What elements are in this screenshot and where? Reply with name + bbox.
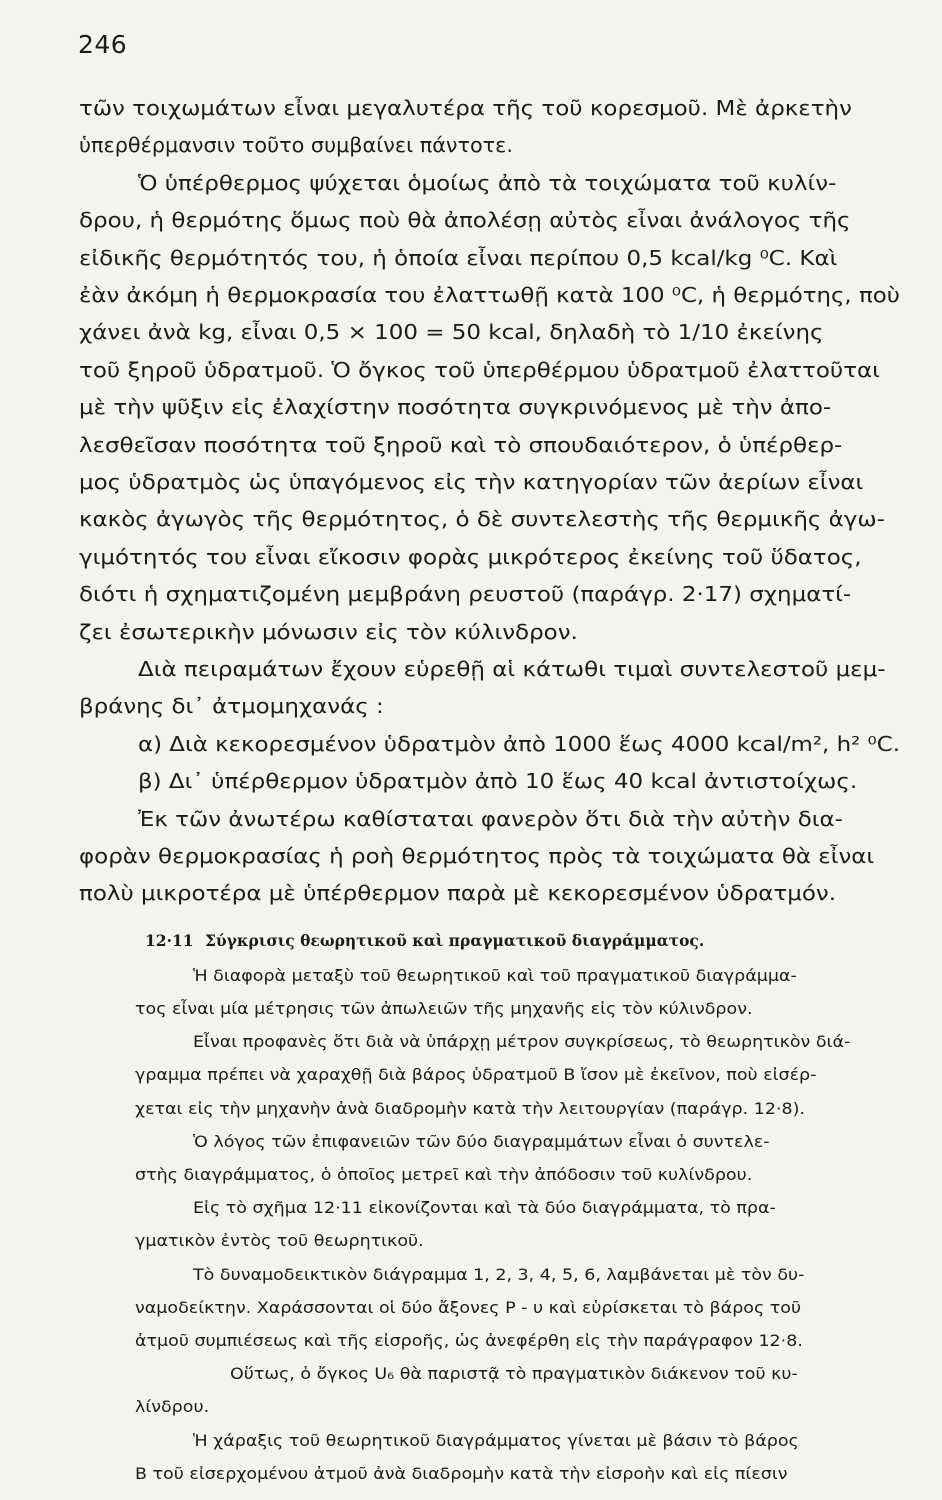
text-line: μος ὑδρατμὸς ὡς ὑπαγόμενος εἰς τὴν κατηγορίαν τῶν ἀερίων εἶναι	[79, 470, 864, 494]
text-line: τῶν τοιχωμάτων εἶναι μεγαλυτέρα τῆς τοῦ κορεσμοῦ. Μὲ ἀρκετὴν	[79, 96, 852, 120]
text-line: Οὕτως, ὁ ὄγκος U₆ θὰ παριστᾷ τὸ πραγματικὸν διάκενον τοῦ κυ-	[230, 1365, 798, 1384]
text-line: στὴς διαγράμματος, ὁ ὁποῖος μετρεῖ καὶ τὴν ἀπόδοσιν τοῦ κυλίνδρου.	[135, 1166, 753, 1184]
text-line: ναμοδείκτην. Χαράσσονται οἱ δύο ἄξονες P - υ καὶ εὑρίσκεται τὸ βάρος τοῦ	[135, 1298, 802, 1317]
text-line: ἐὰν ἀκόμη ἡ θερμοκρασία του ἐλαττωθῇ κατὰ 100 ⁰C, ἡ θερμότης, ποὺ	[79, 283, 900, 307]
text-line: τοῦ ξηροῦ ὑδρατμοῦ. Ὁ ὄγκος τοῦ ὑπερθέρμου ὑδρατμοῦ ἐλαττοῦται	[79, 357, 880, 382]
text-line: γραμμα πρέπει νὰ χαραχθῇ διὰ βάρος ὑδρατμοῦ Β ἴσον μὲ ἐκεῖνον, ποὺ εἰσέρ-	[135, 1066, 817, 1085]
text-line: ζει ἐσωτερικὴν μόνωσιν εἰς τὸν κύλινδρον.	[79, 619, 578, 644]
text-line: ἀτμοῦ συμπιέσεως καὶ τῆς εἰσροῆς, ὡς ἀνεφέρθη εἰς τὴν παράγραφον 12·8.	[135, 1332, 803, 1350]
text-line: χάνει ἀνὰ kg, εἶναι 0,5 × 100 = 50 kcal, δηλαδὴ τὸ 1/10 ἐκείνης	[79, 320, 824, 345]
text-line: α) Διὰ κεκορεσμένον ὑδρατμὸν ἀπὸ 1000 ἕως 4000 kcal/m², h² ⁰C.	[138, 731, 900, 756]
text-line: Εἰς τὸ σχῆμα 12·11 εἰκονίζονται καὶ τὰ δύο διαγράμματα, τὸ πρα-	[193, 1199, 776, 1218]
text-line: διότι ἡ σχηματιζομένη μεμβράνη ρευστοῦ (παράγρ. 2·17) σχηματί-	[79, 582, 852, 607]
text-line: Τὸ δυναμοδεικτικὸν διάγραμμα 1, 2, 3, 4, 5, 6, λαμβάνεται μὲ τὸν δυ-	[193, 1265, 805, 1284]
text-line: τος εἶναι μία μέτρησις τῶν ἀπωλειῶν τῆς μηχανῆς εἰς τὸν κύλινδρον.	[135, 1000, 753, 1018]
text-line: Εἶναι προφανὲς ὅτι διὰ νὰ ὑπάρχῃ μέτρον συγκρίσεως, τὸ θεωρητικὸν διά-	[193, 1033, 851, 1052]
section-title: Σύγκρισις θεωρητικοῦ καὶ πραγματικοῦ διαγράμματος.	[204, 930, 705, 950]
text-line: εἰδικῆς θερμότητός του, ἡ ὁποία εἶναι περίπου 0,5 kcal/kg ⁰C. Καὶ	[79, 245, 838, 270]
text-line: Β τοῦ εἰσερχομένου ἀτμοῦ ἀνὰ διαδρομὴν κατὰ τὴν εἰσροὴν καὶ εἰς πίεσιν	[135, 1464, 788, 1483]
text-line: πολὺ μικροτέρα μὲ ὑπέρθερμον παρὰ μὲ κεκορεσμένον ὑδρατμόν.	[79, 881, 837, 906]
text-line: β) Δι᾽ ὑπέρθερμον ὑδρατμὸν ἀπὸ 10 ἕως 40 kcal ἀντιστοίχως.	[138, 769, 858, 794]
text-line: Ἡ διαφορὰ μεταξὺ τοῦ θεωρητικοῦ καὶ τοῦ πραγματικοῦ διαγράμμα-	[193, 966, 797, 985]
page-number: 246	[78, 30, 128, 59]
text-line: λεσθεῖσαν ποσότητα τοῦ ξηροῦ καὶ τὸ σπουδαιότερον, ὁ ὑπέρθερ-	[79, 432, 843, 457]
text-line: Ὁ λόγος τῶν ἐπιφανειῶν τῶν δύο διαγραμμάτων εἶναι ὁ συντελε-	[193, 1132, 770, 1151]
text-line: δρου, ἡ θερμότης ὅμως ποὺ θὰ ἀπολέσῃ αὐτὸς εἶναι ἀνάλογος τῆς	[79, 208, 851, 233]
text-line: Ὁ ὑπέρθερμος ψύχεται ὁμοίως ἀπὸ τὰ τοιχώματα τοῦ κυλίν-	[138, 170, 837, 195]
text-line: φορὰν θερμοκρασίας ἡ ροὴ θερμότητος πρὸς τὰ τοιχώματα θὰ εἶναι	[79, 844, 875, 868]
text-line: γματικὸν ἐντὸς τοῦ θεωρητικοῦ.	[135, 1232, 424, 1251]
section-heading	[145, 931, 704, 950]
text-line: ὑπερθέρμανσιν τοῦτο συμβαίνει πάντοτε.	[79, 133, 513, 158]
text-line: γιμότητός του εἶναι εἴκοσιν φορὰς μικρότερος ἐκείνης τοῦ ὕδατος,	[79, 544, 862, 569]
text-line: κακὸς ἀγωγὸς τῆς θερμότητος, ὁ δὲ συντελεστὴς τῆς θερμικῆς ἀγω-	[79, 507, 885, 532]
text-line: μὲ τὴν ψῦξιν εἰς ἐλαχίστην ποσότητα συγκρινόμενος μὲ τὴν ἀπο-	[79, 395, 832, 420]
section-number: 12·11	[145, 930, 194, 950]
text-line: χεται εἰς τὴν μηχανὴν ἀνὰ διαδρομὴν κατὰ τὴν λειτουργίαν (παράγρ. 12·8).	[135, 1099, 806, 1118]
text-line: βράνης δι᾽ ἀτμομηχανάς :	[79, 694, 384, 719]
text-line: Διὰ πειραμάτων ἔχουν εὑρεθῇ αἱ κάτωθι τιμαὶ συντελεστοῦ μεμ-	[138, 657, 886, 681]
text-line: Ἡ χάραξις τοῦ θεωρητικοῦ διαγράμματος γίνεται μὲ βάσιν τὸ βάρος	[193, 1431, 799, 1450]
text-line: λίνδρου.	[135, 1398, 210, 1417]
text-line: Ἐκ τῶν ἀνωτέρω καθίσταται φανερὸν ὅτι διὰ τὴν αὐτὴν δια-	[138, 806, 843, 831]
